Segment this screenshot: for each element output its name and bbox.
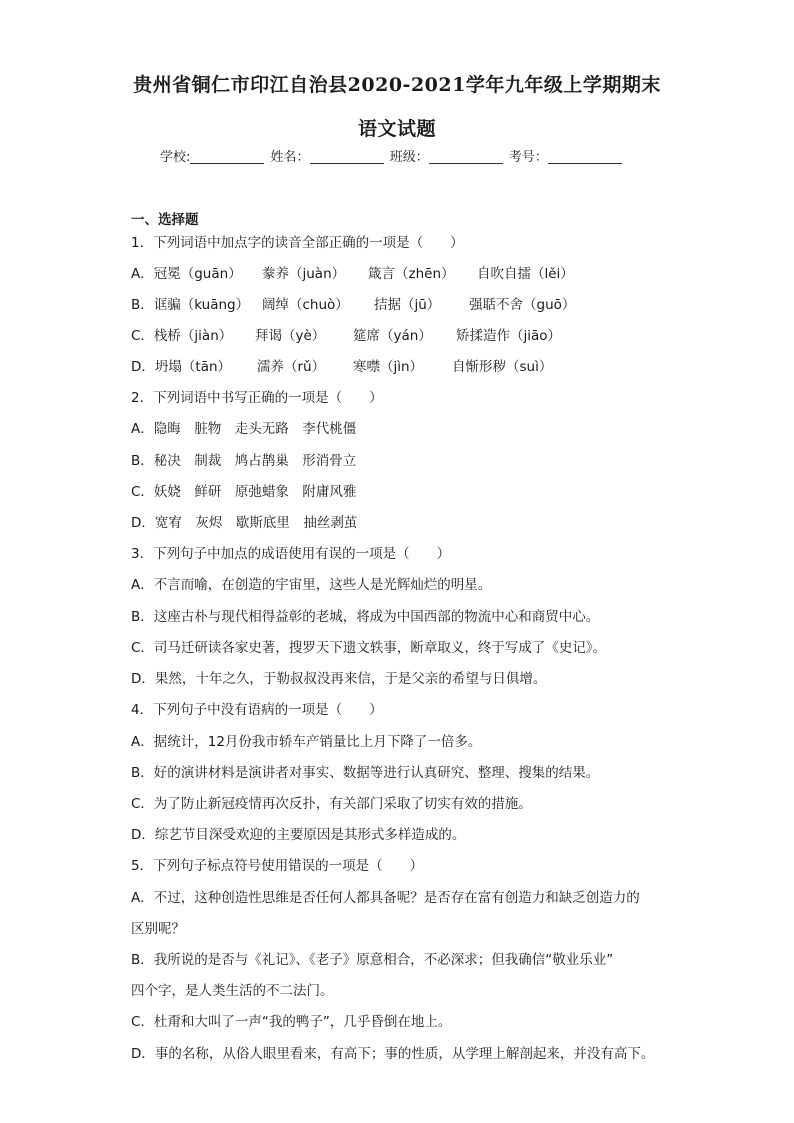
option-item: B．诓骗（kuāng） (131, 297, 250, 313)
student-info-row (160, 146, 624, 165)
question-2-stem: 2．下列词语中书写正确的一项是（ ） (131, 390, 383, 406)
question-4-option-a: A．据统计，12月份我市轿车产销量比上月下降了一倍多。 (131, 734, 482, 750)
section-heading: 一、选择题 (131, 212, 199, 228)
option-item: 自惭形秽（suì） (452, 359, 553, 375)
school-blank[interactable] (190, 149, 264, 164)
option-item: 拜谒（yè） (255, 328, 326, 344)
option-item: 濡养（rǔ） (257, 359, 326, 375)
exam-subtitle: 语文试题 (357, 118, 436, 140)
name-blank[interactable] (310, 149, 384, 164)
name-label: 姓名： (270, 150, 310, 165)
question-5-stem: 5．下列句子标点符号使用错误的一项是（ ） (131, 858, 424, 874)
option-item: 筵席（yán） (353, 328, 432, 344)
question-2-option-a: A．隐晦 脏物 走头无路 李代桃僵 (131, 421, 357, 437)
question-4-option-b: B．好的演讲材料是演讲者对事实、数据等进行认真研究、整理、搜集的结果。 (131, 765, 600, 781)
option-item: 箴言（zhēn） (368, 266, 455, 282)
question-2-option-b: B．秘决 制裁 鸠占鹊巢 形消骨立 (131, 453, 357, 469)
exam-title: 贵州省铜仁市印江自治县2020-2021学年九年级上学期期末 (133, 74, 661, 96)
school-label: 学校: (160, 150, 191, 165)
question-5-option-b: B．我所说的是否与《礼记》、《老子》原意相合，不必深求；但我确信“敬业乐业” (131, 952, 614, 968)
question-3-option-b: B．这座古朴与现代相得益彰的老城，将成为中国西部的物流中心和商贸中心。 (131, 609, 600, 625)
option-item: 拮据（jū） (374, 297, 441, 313)
question-1-option-b (131, 296, 575, 314)
question-4-option-c: C．为了防止新冠疫情再次反扑，有关部门采取了切实有效的措施。 (131, 796, 532, 812)
option-item: 矫揉造作（jiāo） (456, 328, 562, 344)
question-3-stem: 3．下列句子中加点的成语使用有误的一项是（ ） (131, 546, 451, 562)
question-4-option-d: D．综艺节目深受欢迎的主要原因是其形式多样造成的。 (131, 827, 466, 843)
option-item: 阔绰（chuò） (262, 297, 349, 313)
class-blank[interactable] (429, 149, 503, 164)
question-4-stem: 4．下列句子中没有语病的一项是（ ） (131, 702, 383, 718)
option-item: 豢养（juàn） (262, 266, 346, 282)
question-3-option-d: D．果然，十年之久，于勒叔叔没再来信，于是父亲的希望与日俱增。 (131, 671, 547, 687)
option-item: D．坍塌（tān） (131, 359, 232, 375)
question-1-stem: 1．下列词语中加点字的读音全部正确的一项是（ ） (131, 235, 464, 251)
class-label: 班级： (389, 150, 429, 165)
number-blank[interactable] (548, 149, 622, 164)
question-3-option-a: A．不言而喻，在创造的宇宙里，这些人是光辉灿烂的明星。 (131, 577, 492, 593)
option-item: 自吹自擂（lěi） (477, 266, 574, 282)
question-2-option-d: D．宽宥 灰烬 歇斯底里 抽丝剥茧 (131, 515, 358, 531)
question-1-option-c (131, 327, 561, 345)
question-5-option-b-cont: 四个字，是人类生活的不二法门。 (131, 983, 334, 999)
question-1-option-a (131, 265, 574, 283)
question-3-option-c: C．司马迁研读各家史著，搜罗天下遗文轶事，断章取义，终于写成了《史记》。 (131, 640, 607, 656)
question-5-option-d: D．事的名称，从俗人眼里看来，有高下；事的性质，从学理上解剖起来，并没有高下。 (131, 1046, 655, 1062)
question-5-option-a-cont: 区别呢？ (131, 921, 185, 937)
question-5-option-c: C．杜甭和大叫了一声“我的鸭子”，几乎昏倒在地上。 (131, 1014, 452, 1030)
option-item: 寒噤（jìn） (353, 359, 424, 375)
number-label: 考号： (508, 150, 548, 165)
question-1-option-d (131, 358, 552, 376)
option-item: C．栈桥（jiàn） (131, 328, 233, 344)
option-item: A．冠冕（guān） (131, 266, 242, 282)
question-2-option-c: C．妖娆 鲜研 原弛蜡象 附庸风雅 (131, 484, 357, 500)
option-item: 强聒不舍（guō） (469, 297, 576, 313)
question-5-option-a: A．不过，这种创造性思维是否任何人都具备呢？是否存在富有创造力和缺乏创造力的 (131, 890, 640, 906)
